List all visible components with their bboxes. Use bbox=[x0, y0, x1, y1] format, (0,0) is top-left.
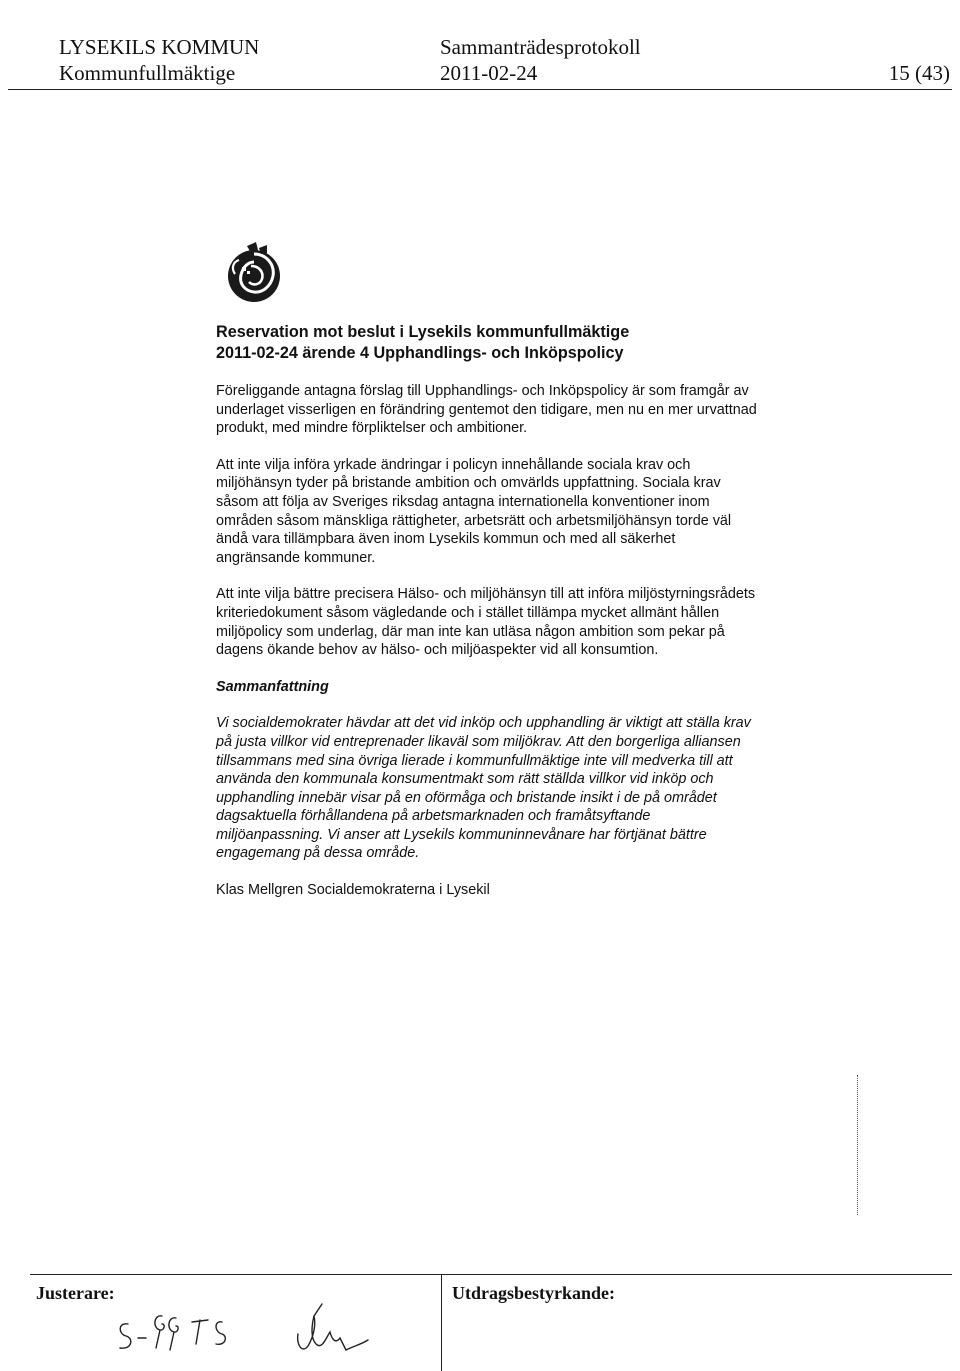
handwritten-initials bbox=[110, 1294, 390, 1364]
footer-divider bbox=[30, 1274, 952, 1275]
paragraph-1: Föreliggande antagna förslag till Upphandlings- och Inköpspolicy är som framgår av underlaget visserligen en förändring gentemot den tidigare, men nu en mer urvattnad produkt, med mindre förpliktelser och ambitioner. bbox=[216, 383, 757, 437]
summary-text: Vi socialdemokrater hävdar att det vid inköp och upphandling är viktigt att ställa krav på justa villkor vid entreprenader likaväl som miljökrav. Att den borgerliga alliansen tillsammans med sina övriga lierade i kommunfullmäktige inte vill medverka till att använda den kommunala konsumentmakt som rätt ställda villkor vid inköp och upphandling innebär visar på en oförmåga och bristande insikt i de på området dagsaktuella förhållandena på arbetsmarknaden och framåtsyftande miljöanpassning. Vi anser att Lysekils kommuninnevånare har förtjänat bättre engagemang på dessa område. bbox=[216, 715, 751, 862]
meeting-date: 2011-02-24 bbox=[440, 61, 538, 85]
header-left bbox=[59, 34, 259, 86]
title-line-2: 2011-02-24 ärende 4 Upphandlings- och Inköpspolicy bbox=[216, 344, 624, 362]
utdragsbestyrkande-label: Utdragsbestyrkande: bbox=[452, 1283, 616, 1303]
header-middle bbox=[440, 34, 641, 86]
paragraph-3: Att inte vilja bättre precisera Hälso- och miljöhänsyn till att införa miljöstyrningsrådets kriteriedokument såsom vägledande och i stället tillämpa mycket allmänt hållen miljöpolicy som underlag, där man inte kan utläsa någon ambition som pekar på dagens ökande behov av hälso- och miljöaspekter vid all konsumtion. bbox=[216, 586, 756, 659]
document-type: Sammanträdesprotokoll bbox=[440, 35, 641, 59]
social-democrats-rose-icon bbox=[221, 240, 287, 306]
reservation-title bbox=[216, 322, 760, 364]
page-number: 15 (43) bbox=[888, 61, 950, 85]
reservation-body bbox=[216, 322, 760, 918]
title-line-1: Reservation mot beslut i Lysekils kommunfullmäktige bbox=[216, 323, 630, 341]
summary-heading: Sammanfattning bbox=[216, 678, 329, 695]
footer-column-divider bbox=[441, 1274, 442, 1371]
paragraph-2: Att inte vilja införa yrkade ändringar i policyn innehållande sociala krav och miljöhänsyn tyder på bristande ambition och omvärlds uppfattning. Sociala krav såsom att följa av Sveriges riksdag antagna internationella konventioner inom områden såsom mänskliga rättigheter, arbetsrätt och arbetsmiljöhänsyn torde väl ändå vara tillämpbara även inom Lysekils kommun och med all säkerhet angränsande kommuner. bbox=[216, 456, 732, 566]
justerare-label: Justerare: bbox=[36, 1283, 115, 1303]
margin-mark bbox=[857, 1075, 858, 1215]
signature: Klas Mellgren Socialdemokraterna i Lysekil bbox=[216, 882, 490, 899]
council-name: Kommunfullmäktige bbox=[59, 61, 236, 85]
header-divider bbox=[8, 89, 952, 90]
org-name: LYSEKILS KOMMUN bbox=[59, 35, 260, 59]
